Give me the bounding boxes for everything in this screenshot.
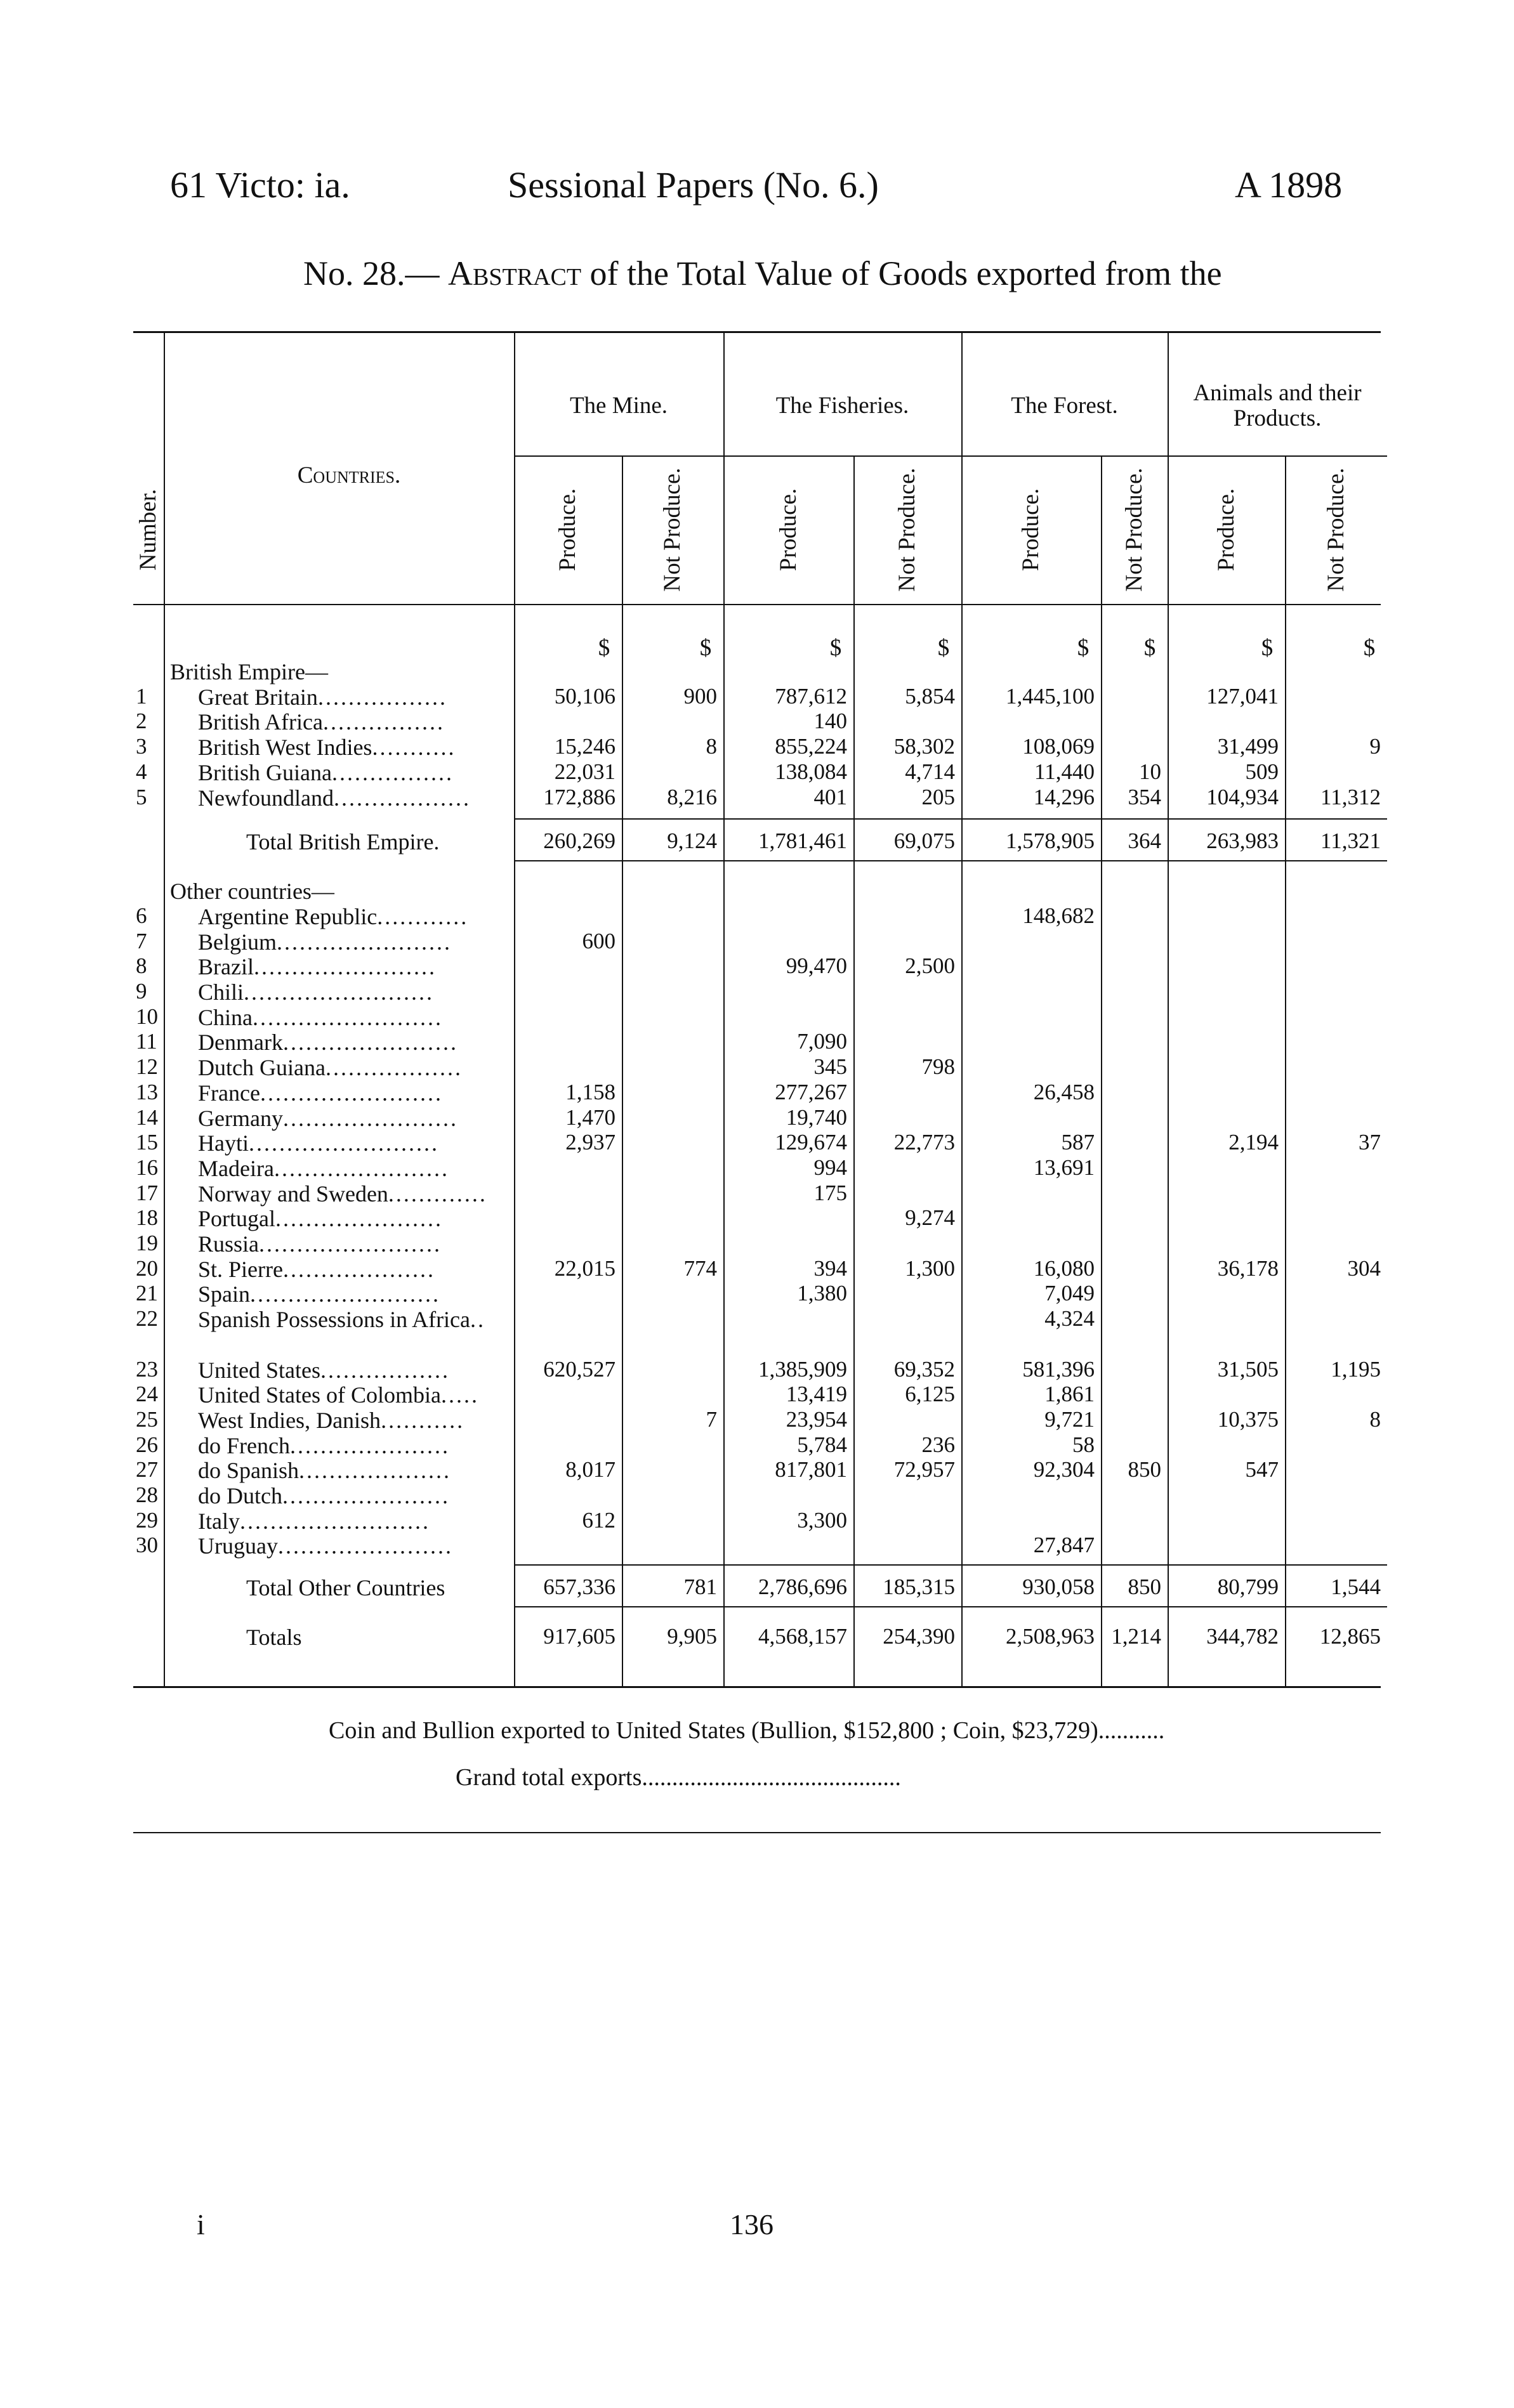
leader-dots: .. bbox=[470, 1307, 486, 1333]
produce-header-5: Produce. bbox=[1018, 488, 1044, 572]
value-cell: 11,440 bbox=[1034, 759, 1095, 784]
value-cell: 205 bbox=[921, 784, 955, 809]
col-rule-7 bbox=[1168, 331, 1169, 1686]
row-number-20: 20 bbox=[136, 1255, 158, 1281]
subtotal-rule-4 bbox=[514, 1606, 1387, 1607]
country-label: Newfoundland bbox=[198, 785, 334, 811]
row-number-29: 29 bbox=[136, 1507, 158, 1533]
row-number-3: 3 bbox=[136, 734, 147, 759]
total-other-countries-value: 80,799 bbox=[1217, 1574, 1279, 1600]
total-british-empire-value: 263,983 bbox=[1206, 828, 1279, 854]
value-cell: 14,296 bbox=[1033, 784, 1095, 809]
total-british-empire-value: 260,269 bbox=[543, 828, 615, 854]
value-cell: 1,300 bbox=[905, 1255, 955, 1281]
currency-7: $ bbox=[1261, 635, 1274, 661]
leader-dots: ........................ bbox=[253, 954, 437, 980]
country-name bbox=[198, 1205, 509, 1232]
country-label: United States bbox=[198, 1357, 320, 1383]
country-name bbox=[198, 1482, 509, 1509]
value-cell: 2,500 bbox=[905, 953, 955, 979]
currency-5: $ bbox=[1077, 635, 1089, 661]
leader-dots: ........................ bbox=[259, 1231, 442, 1257]
value-cell: 1,861 bbox=[1044, 1382, 1095, 1407]
country-label: Dutch Guiana bbox=[198, 1055, 326, 1081]
country-name bbox=[198, 953, 509, 980]
grand-total-dots: ........................................... bbox=[642, 1764, 901, 1791]
leader-dots: ........... bbox=[372, 735, 456, 761]
country-label: Uruguay bbox=[198, 1533, 278, 1559]
country-label: Spanish Possessions in Africa bbox=[198, 1307, 471, 1333]
group-head-1: The Mine. bbox=[569, 393, 668, 419]
value-cell: 774 bbox=[683, 1255, 717, 1281]
subtotal-rule-3 bbox=[514, 1564, 1387, 1566]
leader-dots: .................. bbox=[325, 1055, 463, 1081]
value-cell: 620,527 bbox=[543, 1356, 615, 1382]
country-name bbox=[198, 1533, 509, 1559]
country-label: Brazil bbox=[198, 954, 254, 980]
country-name bbox=[198, 1281, 509, 1307]
not-produce-header-8: Not Produce. bbox=[1322, 468, 1349, 592]
value-cell: 138,084 bbox=[775, 759, 847, 784]
total-other-countries-value: 657,336 bbox=[543, 1574, 615, 1600]
value-cell: 547 bbox=[1245, 1457, 1279, 1482]
leader-dots: ....................... bbox=[277, 1533, 453, 1559]
country-label: Russia bbox=[198, 1231, 260, 1257]
country-name bbox=[198, 1306, 509, 1333]
leader-dots: .................... bbox=[282, 1256, 435, 1282]
page-number: 136 bbox=[730, 2208, 773, 2241]
leader-dots: ....................... bbox=[282, 1030, 458, 1056]
value-cell: 587 bbox=[1061, 1130, 1095, 1155]
leader-dots: ...................... bbox=[275, 1206, 443, 1232]
value-cell: 394 bbox=[813, 1255, 847, 1281]
value-cell: 50,106 bbox=[554, 683, 615, 709]
total-other-countries-value: 930,058 bbox=[1022, 1574, 1095, 1600]
row-number-11: 11 bbox=[136, 1029, 157, 1054]
value-cell: 31,505 bbox=[1217, 1356, 1279, 1382]
grand-totals-value: 4,568,157 bbox=[758, 1624, 847, 1649]
number-header: Number. bbox=[135, 488, 161, 571]
value-cell: 8 bbox=[1369, 1406, 1381, 1432]
total-british-empire-label: Total British Empire. bbox=[246, 829, 440, 855]
row-number-24: 24 bbox=[136, 1382, 158, 1407]
country-name bbox=[198, 1155, 509, 1182]
grand-totals-value: 1,214 bbox=[1111, 1624, 1161, 1649]
value-cell: 5,854 bbox=[905, 683, 955, 709]
value-cell: 401 bbox=[813, 784, 847, 809]
value-cell: 9,274 bbox=[905, 1205, 955, 1231]
row-number-22: 22 bbox=[136, 1306, 158, 1332]
total-british-empire-value: 11,321 bbox=[1320, 828, 1381, 854]
country-label: France bbox=[198, 1080, 260, 1106]
currency-1: $ bbox=[598, 635, 610, 661]
row-number-10: 10 bbox=[136, 1004, 158, 1029]
country-name bbox=[198, 903, 509, 930]
row-number-19: 19 bbox=[136, 1231, 158, 1255]
value-cell: 2,194 bbox=[1228, 1130, 1279, 1155]
total-british-empire-value: 1,781,461 bbox=[758, 828, 847, 854]
value-cell: 8,216 bbox=[667, 784, 717, 809]
grand-totals-value: 254,390 bbox=[883, 1624, 955, 1649]
row-number-26: 26 bbox=[136, 1432, 158, 1457]
country-label: British West Indies bbox=[198, 735, 372, 761]
row-number-15: 15 bbox=[136, 1130, 158, 1155]
country-label: Argentine Republic bbox=[198, 903, 378, 929]
leader-dots: ............ bbox=[377, 903, 469, 929]
value-cell: 127,041 bbox=[1206, 683, 1279, 709]
row-number-27: 27 bbox=[136, 1457, 158, 1482]
value-cell: 2,937 bbox=[565, 1130, 615, 1155]
leader-dots: ................ bbox=[331, 759, 454, 785]
country-name bbox=[198, 1105, 509, 1132]
country-name bbox=[198, 785, 509, 811]
running-header-center: Sessional Papers (No. 6.) bbox=[508, 164, 879, 206]
value-cell: 1,385,909 bbox=[758, 1356, 847, 1382]
value-cell: 129,674 bbox=[775, 1130, 847, 1155]
country-label: do French bbox=[198, 1432, 290, 1458]
country-name bbox=[198, 1256, 509, 1283]
country-label: British Africa bbox=[198, 709, 323, 735]
leader-dots: ............. bbox=[388, 1181, 487, 1207]
coin-bullion-text: Coin and Bullion exported to United States (Bullion, $152,800 ; Coin, $23,729) bbox=[329, 1717, 1098, 1744]
country-name bbox=[198, 1432, 509, 1459]
leader-dots: ......................... bbox=[244, 979, 435, 1005]
total-other-countries-value: 781 bbox=[683, 1574, 717, 1600]
leader-dots: ....................... bbox=[273, 1155, 449, 1181]
other-countries-heading: Other countries— bbox=[170, 879, 334, 905]
grand-totals-label: Totals bbox=[246, 1625, 302, 1651]
value-cell: 37 bbox=[1359, 1130, 1381, 1155]
row-number-13: 13 bbox=[136, 1079, 158, 1104]
total-other-countries-label: Total Other Countries bbox=[246, 1575, 445, 1601]
row-number-12: 12 bbox=[136, 1054, 158, 1080]
value-cell: 175 bbox=[813, 1180, 847, 1205]
value-cell: 6,125 bbox=[905, 1382, 955, 1407]
country-label: Italy bbox=[198, 1508, 240, 1534]
subtotal-rule-1 bbox=[514, 818, 1387, 820]
value-cell: 612 bbox=[582, 1507, 615, 1533]
grand-totals-value: 344,782 bbox=[1206, 1624, 1279, 1649]
coin-bullion-line bbox=[329, 1717, 1164, 1744]
country-label: Portugal bbox=[198, 1206, 275, 1232]
value-cell: 277,267 bbox=[775, 1079, 847, 1104]
row-number-9: 9 bbox=[136, 979, 147, 1004]
table-title bbox=[303, 254, 1222, 293]
currency-3: $ bbox=[829, 635, 842, 661]
value-cell: 8,017 bbox=[565, 1457, 615, 1482]
row-number-8: 8 bbox=[136, 953, 147, 979]
coin-bullion-dots: ........... bbox=[1098, 1717, 1165, 1744]
not-produce-header-6: Not Produce. bbox=[1121, 468, 1147, 592]
countries-header: Countries. bbox=[297, 462, 401, 488]
value-cell: 31,499 bbox=[1217, 734, 1279, 759]
leader-dots: ......................... bbox=[239, 1508, 430, 1534]
value-cell: 345 bbox=[813, 1054, 847, 1080]
value-cell: 11,312 bbox=[1320, 784, 1381, 809]
country-name bbox=[198, 1382, 509, 1408]
leader-dots: .................... bbox=[299, 1458, 452, 1484]
subtotal-rule-2 bbox=[514, 860, 1387, 861]
country-label: Madeira bbox=[198, 1155, 274, 1181]
leader-dots: ........... bbox=[381, 1407, 465, 1433]
group-head-4: Animals and their Products. bbox=[1193, 380, 1362, 431]
country-label: Belgium bbox=[198, 929, 277, 955]
country-label: do Spanish bbox=[198, 1458, 300, 1484]
country-name bbox=[198, 1130, 509, 1156]
col-rule-6 bbox=[1101, 455, 1102, 1686]
grand-total-line bbox=[456, 1763, 901, 1791]
row-number-28: 28 bbox=[136, 1482, 158, 1507]
value-cell: 172,886 bbox=[543, 784, 615, 809]
country-name bbox=[198, 979, 509, 1005]
value-cell: 4,714 bbox=[905, 759, 955, 784]
col-rule-8 bbox=[1285, 455, 1286, 1686]
value-cell: 22,031 bbox=[554, 759, 615, 784]
country-name bbox=[198, 1080, 509, 1106]
country-label: Great Britain bbox=[198, 684, 318, 710]
total-british-empire-value: 1,578,905 bbox=[1006, 828, 1095, 854]
value-cell: 787,612 bbox=[775, 683, 847, 709]
leader-dots: ....................... bbox=[277, 929, 452, 955]
row-number-18: 18 bbox=[136, 1205, 158, 1231]
row-number-21: 21 bbox=[136, 1281, 158, 1306]
value-cell: 855,224 bbox=[775, 734, 847, 759]
country-name bbox=[198, 1004, 509, 1031]
value-cell: 72,957 bbox=[893, 1457, 955, 1482]
country-name bbox=[198, 1054, 509, 1081]
country-label: China bbox=[198, 1004, 253, 1030]
value-cell: 7,090 bbox=[797, 1029, 847, 1054]
value-cell: 798 bbox=[921, 1054, 955, 1080]
row-number-1: 1 bbox=[136, 683, 147, 709]
country-name bbox=[198, 929, 509, 955]
row-number-5: 5 bbox=[136, 784, 147, 809]
total-other-countries-value: 850 bbox=[1128, 1574, 1161, 1600]
currency-8: $ bbox=[1363, 635, 1376, 661]
country-label: Hayti bbox=[198, 1130, 249, 1156]
country-name bbox=[198, 1508, 509, 1534]
not-produce-header-2: Not Produce. bbox=[659, 468, 685, 592]
total-british-empire-value: 364 bbox=[1128, 828, 1161, 854]
country-name bbox=[198, 684, 509, 710]
countries-col-rule bbox=[514, 331, 515, 1686]
total-other-countries-value: 185,315 bbox=[883, 1574, 955, 1600]
group-rule bbox=[514, 455, 1387, 457]
leader-dots: ................. bbox=[320, 1357, 450, 1383]
value-cell: 994 bbox=[813, 1155, 847, 1180]
value-cell: 10,375 bbox=[1217, 1406, 1279, 1432]
group-head-3: The Forest. bbox=[1011, 393, 1118, 419]
value-cell: 22,015 bbox=[554, 1255, 615, 1281]
header-bottom-rule bbox=[133, 604, 1381, 605]
country-name bbox=[198, 1029, 509, 1056]
row-number-7: 7 bbox=[136, 928, 147, 953]
country-name bbox=[198, 1231, 509, 1257]
col-rule-3 bbox=[723, 331, 725, 1686]
value-cell: 36,178 bbox=[1217, 1255, 1279, 1281]
col-rule-5 bbox=[961, 331, 963, 1686]
leader-dots: ..................... bbox=[289, 1432, 450, 1458]
leader-dots: ......................... bbox=[253, 1004, 443, 1030]
country-name bbox=[198, 1357, 509, 1384]
leader-dots: ......................... bbox=[250, 1281, 441, 1307]
leader-dots: ..... bbox=[440, 1382, 479, 1408]
country-name bbox=[198, 709, 509, 735]
value-cell: 3,300 bbox=[797, 1507, 847, 1533]
col-rule-2 bbox=[622, 455, 623, 1686]
leader-dots: ........................ bbox=[260, 1080, 443, 1106]
value-cell: 1,445,100 bbox=[1006, 683, 1095, 709]
country-label: United States of Colombia bbox=[198, 1382, 441, 1408]
value-cell: 9,721 bbox=[1044, 1406, 1095, 1432]
grand-totals-value: 917,605 bbox=[543, 1624, 615, 1649]
grand-total-text: Grand total exports bbox=[456, 1764, 642, 1791]
footer-rule bbox=[133, 1832, 1381, 1833]
value-cell: 7,049 bbox=[1044, 1281, 1095, 1306]
country-label: Norway and Sweden bbox=[198, 1181, 388, 1207]
leader-dots: ....................... bbox=[282, 1105, 458, 1131]
total-british-empire-value: 69,075 bbox=[893, 828, 955, 854]
grand-totals-value: 12,865 bbox=[1319, 1624, 1381, 1649]
row-number-25: 25 bbox=[136, 1406, 158, 1432]
bottom-rule bbox=[133, 1686, 1381, 1688]
value-cell: 26,458 bbox=[1033, 1079, 1095, 1104]
value-cell: 900 bbox=[683, 683, 717, 709]
value-cell: 4,324 bbox=[1044, 1306, 1095, 1332]
value-cell: 108,069 bbox=[1022, 734, 1095, 759]
leader-dots: .................. bbox=[333, 785, 471, 811]
currency-2: $ bbox=[699, 635, 712, 661]
country-label: British Guiana bbox=[198, 759, 332, 785]
value-cell: 817,801 bbox=[775, 1457, 847, 1482]
value-cell: 354 bbox=[1128, 784, 1161, 809]
title-abstract: Abstract bbox=[448, 254, 582, 292]
country-label: Germany bbox=[198, 1105, 283, 1131]
value-cell: 1,195 bbox=[1331, 1356, 1381, 1382]
row-number-30: 30 bbox=[136, 1533, 158, 1558]
row-number-14: 14 bbox=[136, 1104, 158, 1130]
value-cell: 236 bbox=[921, 1432, 955, 1457]
country-label: Chili bbox=[198, 979, 244, 1005]
value-cell: 22,773 bbox=[893, 1130, 955, 1155]
page-left-mark: i bbox=[197, 2208, 205, 2241]
value-cell: 581,396 bbox=[1022, 1356, 1095, 1382]
value-cell: 7 bbox=[706, 1406, 717, 1432]
leader-dots: ......................... bbox=[248, 1130, 439, 1156]
row-number-23: 23 bbox=[136, 1356, 158, 1382]
value-cell: 104,934 bbox=[1206, 784, 1279, 809]
title-number: No. 28.— bbox=[303, 254, 440, 292]
not-produce-header-4: Not Produce. bbox=[894, 468, 920, 592]
row-number-17: 17 bbox=[136, 1180, 158, 1205]
title-rest: of the Total Value of Goods exported from the bbox=[589, 254, 1222, 292]
country-label: Spain bbox=[198, 1281, 251, 1307]
currency-4: $ bbox=[937, 635, 950, 661]
total-other-countries-value: 2,786,696 bbox=[758, 1574, 847, 1600]
country-name bbox=[198, 1181, 509, 1207]
currency-6: $ bbox=[1143, 635, 1156, 661]
country-name bbox=[198, 1457, 509, 1484]
country-label: do Dutch bbox=[198, 1483, 282, 1508]
value-cell: 13,691 bbox=[1033, 1155, 1095, 1180]
row-number-6: 6 bbox=[136, 903, 147, 928]
value-cell: 23,954 bbox=[786, 1406, 847, 1432]
value-cell: 5,784 bbox=[797, 1432, 847, 1457]
value-cell: 27,847 bbox=[1033, 1533, 1095, 1558]
value-cell: 58 bbox=[1072, 1432, 1095, 1457]
value-cell: 69,352 bbox=[893, 1356, 955, 1382]
value-cell: 99,470 bbox=[786, 953, 847, 979]
grand-totals-value: 9,905 bbox=[667, 1624, 717, 1649]
value-cell: 148,682 bbox=[1022, 903, 1095, 928]
value-cell: 19,740 bbox=[786, 1104, 847, 1130]
leader-dots: ...................... bbox=[282, 1483, 450, 1508]
country-name bbox=[198, 1407, 509, 1434]
country-name bbox=[198, 734, 509, 761]
value-cell: 15,246 bbox=[554, 734, 615, 759]
value-cell: 10 bbox=[1139, 759, 1161, 784]
value-cell: 850 bbox=[1128, 1457, 1161, 1482]
row-number-16: 16 bbox=[136, 1155, 158, 1180]
leader-dots: ................ bbox=[322, 709, 445, 735]
row-number-4: 4 bbox=[136, 759, 147, 784]
value-cell: 58,302 bbox=[893, 734, 955, 759]
value-cell: 9 bbox=[1369, 734, 1381, 759]
produce-header-3: Produce. bbox=[775, 488, 801, 572]
value-cell: 1,380 bbox=[797, 1281, 847, 1306]
top-rule bbox=[133, 331, 1381, 333]
value-cell: 509 bbox=[1245, 759, 1279, 784]
total-other-countries-value: 1,544 bbox=[1331, 1574, 1381, 1600]
value-cell: 304 bbox=[1347, 1255, 1381, 1281]
value-cell: 8 bbox=[706, 734, 717, 759]
running-header-left: 61 Victo: ia. bbox=[170, 164, 350, 206]
british-empire-heading: British Empire— bbox=[170, 659, 328, 684]
value-cell: 1,158 bbox=[565, 1079, 615, 1104]
value-cell: 140 bbox=[813, 709, 847, 734]
value-cell: 92,304 bbox=[1033, 1457, 1095, 1482]
grand-totals-value: 2,508,963 bbox=[1006, 1624, 1095, 1649]
leader-dots: ................. bbox=[317, 684, 447, 710]
group-head-2: The Fisheries. bbox=[775, 393, 909, 419]
value-cell: 600 bbox=[582, 928, 615, 953]
produce-header-1: Produce. bbox=[555, 488, 581, 572]
country-name bbox=[198, 759, 509, 786]
total-british-empire-value: 9,124 bbox=[667, 828, 717, 854]
country-label: West Indies, Danish bbox=[198, 1407, 381, 1433]
value-cell: 1,470 bbox=[565, 1104, 615, 1130]
country-label: Denmark bbox=[198, 1030, 283, 1056]
produce-header-7: Produce. bbox=[1213, 488, 1239, 572]
value-cell: 13,419 bbox=[786, 1382, 847, 1407]
row-number-2: 2 bbox=[136, 709, 147, 734]
value-cell: 16,080 bbox=[1033, 1255, 1095, 1281]
running-header-right: A 1898 bbox=[1235, 164, 1343, 206]
country-label: St. Pierre bbox=[198, 1256, 283, 1282]
